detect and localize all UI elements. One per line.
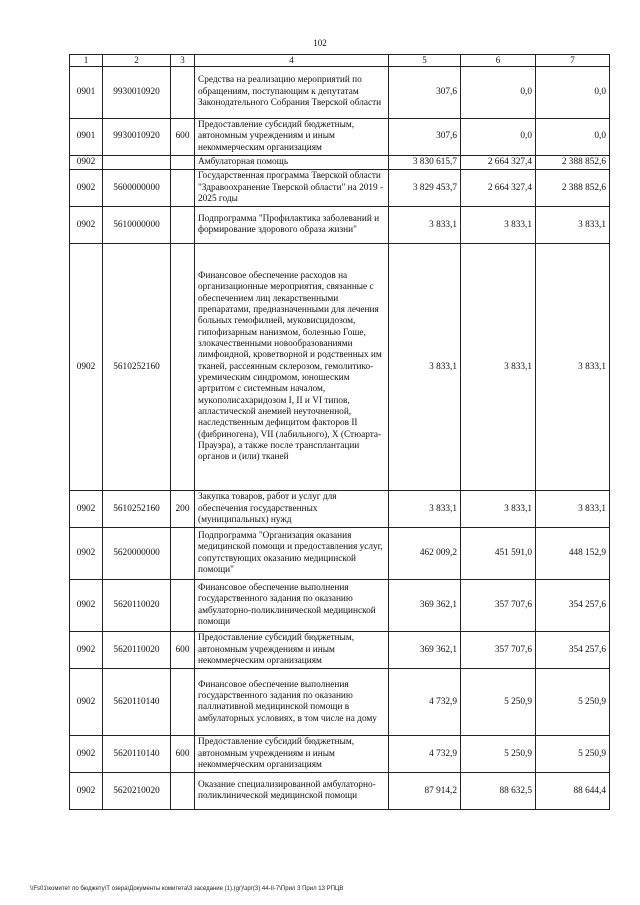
target-article-cell: 5620110140 xyxy=(103,736,171,773)
amount-cell: 0,0 xyxy=(536,66,610,118)
amount-cell: 3 833,1 xyxy=(389,244,461,491)
table-header-row xyxy=(70,55,610,67)
section-code-cell: 0902 xyxy=(70,244,103,491)
description-cell: Оказание специализированной амбулаторно-поликлинической медицинской помощи xyxy=(195,773,389,810)
description-cell: Амбулаторная помощь xyxy=(195,155,389,169)
section-code-cell: 0902 xyxy=(70,632,103,669)
amount-cell: 5 250,9 xyxy=(536,669,610,736)
table-row xyxy=(70,669,610,736)
target-article-cell: 5600000000 xyxy=(103,170,171,207)
amount-cell: 0,0 xyxy=(536,118,610,155)
amount-cell: 357 707,6 xyxy=(461,632,536,669)
description-cell: Закупка товаров, работ и услуг для обеспечения государственных (муниципальных) нужд xyxy=(195,491,389,528)
amount-cell: 87 914,2 xyxy=(389,773,461,810)
expense-type-cell: 600 xyxy=(171,118,195,155)
table-row xyxy=(70,207,610,244)
expense-type-cell xyxy=(171,207,195,244)
amount-cell: 2 388 852,6 xyxy=(536,170,610,207)
description-cell: Государственная программа Тверской области "Здравоохранение Тверской области" на 2019 - 2025 годы xyxy=(195,170,389,207)
amount-cell: 3 829 453,7 xyxy=(389,170,461,207)
table-row xyxy=(70,118,610,155)
amount-cell: 462 009,2 xyxy=(389,528,461,580)
table-row xyxy=(70,491,610,528)
section-code-cell: 0902 xyxy=(70,580,103,632)
header-cell: 2 xyxy=(103,55,171,67)
header-cell: 6 xyxy=(461,55,536,67)
table-row xyxy=(70,155,610,169)
expense-type-cell xyxy=(171,66,195,118)
header-cell: 4 xyxy=(195,55,389,67)
amount-cell: 369 362,1 xyxy=(389,632,461,669)
target-article-cell: 5610252160 xyxy=(103,244,171,491)
expense-type-cell xyxy=(171,773,195,810)
amount-cell: 3 830 615,7 xyxy=(389,155,461,169)
amount-cell: 307,6 xyxy=(389,118,461,155)
description-cell: Предоставление субсидий бюджетным, автономным учреждениям и иным некоммерческим организациям xyxy=(195,632,389,669)
target-article-cell: 5620110020 xyxy=(103,580,171,632)
section-code-cell: 0901 xyxy=(70,66,103,118)
table-row xyxy=(70,773,610,810)
amount-cell: 354 257,6 xyxy=(536,580,610,632)
section-code-cell: 0902 xyxy=(70,773,103,810)
amount-cell: 2 664 327,4 xyxy=(461,155,536,169)
description-cell: Средства на реализацию мероприятий по обращениям, поступающим к депутатам Законодательного Собрания Тверской области xyxy=(195,66,389,118)
target-article-cell xyxy=(103,155,171,169)
expense-type-cell xyxy=(171,580,195,632)
target-article-cell: 9930010920 xyxy=(103,66,171,118)
target-article-cell: 5610252160 xyxy=(103,491,171,528)
expense-type-cell xyxy=(171,170,195,207)
table-row xyxy=(70,170,610,207)
header-cell: 1 xyxy=(70,55,103,67)
amount-cell: 357 707,6 xyxy=(461,580,536,632)
amount-cell: 354 257,6 xyxy=(536,632,610,669)
expense-type-cell: 600 xyxy=(171,632,195,669)
amount-cell: 88 632,5 xyxy=(461,773,536,810)
amount-cell: 3 833,1 xyxy=(389,207,461,244)
expense-type-cell xyxy=(171,528,195,580)
amount-cell: 448 152,9 xyxy=(536,528,610,580)
amount-cell: 3 833,1 xyxy=(389,491,461,528)
section-code-cell: 0902 xyxy=(70,669,103,736)
description-cell: Финансовое обеспечение расходов на организационные мероприятия, связанные с обеспечением лиц лекарственными препаратами, предназначенными для лечения больных гемофилией, муковисцидозом, гипофизарным нанизмом, болезнью Гоше, злокачественными новообразованиями лимфоидной, кроветворной и родственных им тканей, рассеянным склерозом, гемолитико-уремическим синдромом, юношеским артритом с системным началом, мукополисахаридозом I, II и VI типов, апластической анемией неуточненной, наследственным дефицитом факторов II (фибриногена), VII (лабильного), X (Стюарта-Прауэра), а также после трансплантации органов и (или) тканей xyxy=(195,244,389,491)
section-code-cell: 0901 xyxy=(70,118,103,155)
description-cell: Предоставление субсидий бюджетным, автономным учреждениям и иным некоммерческим организациям xyxy=(195,118,389,155)
target-article-cell: 5620110140 xyxy=(103,669,171,736)
section-code-cell: 0902 xyxy=(70,491,103,528)
target-article-cell: 5610000000 xyxy=(103,207,171,244)
amount-cell: 3 833,1 xyxy=(536,244,610,491)
section-code-cell: 0902 xyxy=(70,528,103,580)
table-row xyxy=(70,580,610,632)
expense-type-cell xyxy=(171,669,195,736)
target-article-cell: 5620210020 xyxy=(103,773,171,810)
amount-cell: 5 250,9 xyxy=(461,669,536,736)
amount-cell: 2 664 327,4 xyxy=(461,170,536,207)
amount-cell: 3 833,1 xyxy=(536,491,610,528)
table-row xyxy=(70,244,610,491)
amount-cell: 5 250,9 xyxy=(461,736,536,773)
amount-cell: 3 833,1 xyxy=(536,207,610,244)
file-path-footer: \\Fs01\комитет по бюджету\Т озера\Документы комитета\3 заседание (1).(gr)\зрг(3) 44-II-7\Прил 3 Прил 13 РПЦВ xyxy=(30,886,344,892)
section-code-cell: 0902 xyxy=(70,736,103,773)
amount-cell: 88 644,4 xyxy=(536,773,610,810)
target-article-cell: 5620110020 xyxy=(103,632,171,669)
expense-type-cell: 600 xyxy=(171,736,195,773)
header-cell: 7 xyxy=(536,55,610,67)
expense-type-cell: 200 xyxy=(171,491,195,528)
amount-cell: 3 833,1 xyxy=(461,207,536,244)
amount-cell: 307,6 xyxy=(389,66,461,118)
amount-cell: 5 250,9 xyxy=(536,736,610,773)
header-cell: 5 xyxy=(389,55,461,67)
header-cell: 3 xyxy=(171,55,195,67)
description-cell: Подпрограмма "Профилактика заболеваний и формирование здорового образа жизни" xyxy=(195,207,389,244)
target-article-cell: 5620000000 xyxy=(103,528,171,580)
description-cell: Подпрограмма "Организация оказания медицинской помощи и предоставления услуг, сопутствующих оказанию медицинской помощи" xyxy=(195,528,389,580)
expense-type-cell xyxy=(171,244,195,491)
amount-cell: 2 388 852,6 xyxy=(536,155,610,169)
amount-cell: 451 591,0 xyxy=(461,528,536,580)
amount-cell: 4 732,9 xyxy=(389,736,461,773)
amount-cell: 3 833,1 xyxy=(461,244,536,491)
budget-table xyxy=(69,54,610,810)
page-number: 102 xyxy=(313,38,327,48)
amount-cell: 4 732,9 xyxy=(389,669,461,736)
expense-type-cell xyxy=(171,155,195,169)
amount-cell: 0,0 xyxy=(461,118,536,155)
description-cell: Финансовое обеспечение выполнения государственного задания по оказанию амбулаторно-поликлинической медицинской помощи xyxy=(195,580,389,632)
section-code-cell: 0902 xyxy=(70,170,103,207)
amount-cell: 0,0 xyxy=(461,66,536,118)
amount-cell: 369 362,1 xyxy=(389,580,461,632)
table-row xyxy=(70,66,610,118)
table-row xyxy=(70,736,610,773)
section-code-cell: 0902 xyxy=(70,207,103,244)
amount-cell: 3 833,1 xyxy=(461,491,536,528)
target-article-cell: 9930010920 xyxy=(103,118,171,155)
table-row xyxy=(70,632,610,669)
table-row xyxy=(70,528,610,580)
description-cell: Финансовое обеспечение выполнения государственного задания по оказанию паллиативной медицинской помощи в амбулаторных условиях, в том числе на дому xyxy=(195,669,389,736)
section-code-cell: 0902 xyxy=(70,155,103,169)
description-cell: Предоставление субсидий бюджетным, автономным учреждениям и иным некоммерческим организациям xyxy=(195,736,389,773)
